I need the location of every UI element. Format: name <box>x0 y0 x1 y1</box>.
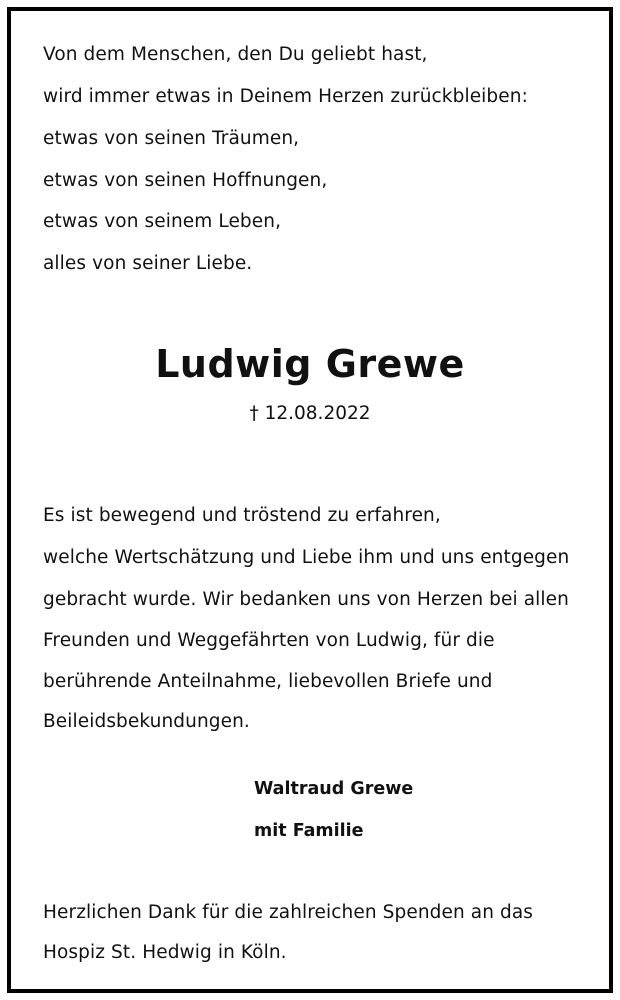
deceased-name: Ludwig Grewe <box>155 342 465 386</box>
thanks-line: berührende Anteilnahme, liebevollen Briefe und <box>43 671 493 692</box>
death-date: † 12.08.2022 <box>249 403 371 424</box>
thanks-line: Es ist bewegend und tröstend zu erfahren, <box>43 505 441 526</box>
signature-line: mit Familie <box>254 821 364 841</box>
thanks-line: welche Wertschätzung und Liebe ihm und uns entgegen <box>43 547 570 568</box>
donation-line: Herzlichen Dank für die zahlreichen Spenden an das <box>43 902 534 923</box>
poem-line: etwas von seinem Leben, <box>43 211 282 232</box>
notice-border <box>7 7 613 993</box>
donation-line: Hospiz St. Hedwig in Köln. <box>43 942 287 963</box>
poem-line: wird immer etwas in Deinem Herzen zurückbleiben: <box>43 86 528 107</box>
poem-line: etwas von seinen Hoffnungen, <box>43 170 328 191</box>
thanks-line: Freunden und Weggefährten von Ludwig, für die <box>43 630 495 651</box>
signature-line: Waltraud Grewe <box>254 779 414 799</box>
thanks-line: gebracht wurde. Wir bedanken uns von Herzen bei allen <box>43 589 569 610</box>
poem-line: etwas von seinen Träumen, <box>43 128 300 149</box>
poem-line: Von dem Menschen, den Du geliebt hast, <box>43 44 428 65</box>
thanks-line: Beileidsbekundungen. <box>43 711 250 732</box>
poem-line: alles von seiner Liebe. <box>43 253 253 274</box>
